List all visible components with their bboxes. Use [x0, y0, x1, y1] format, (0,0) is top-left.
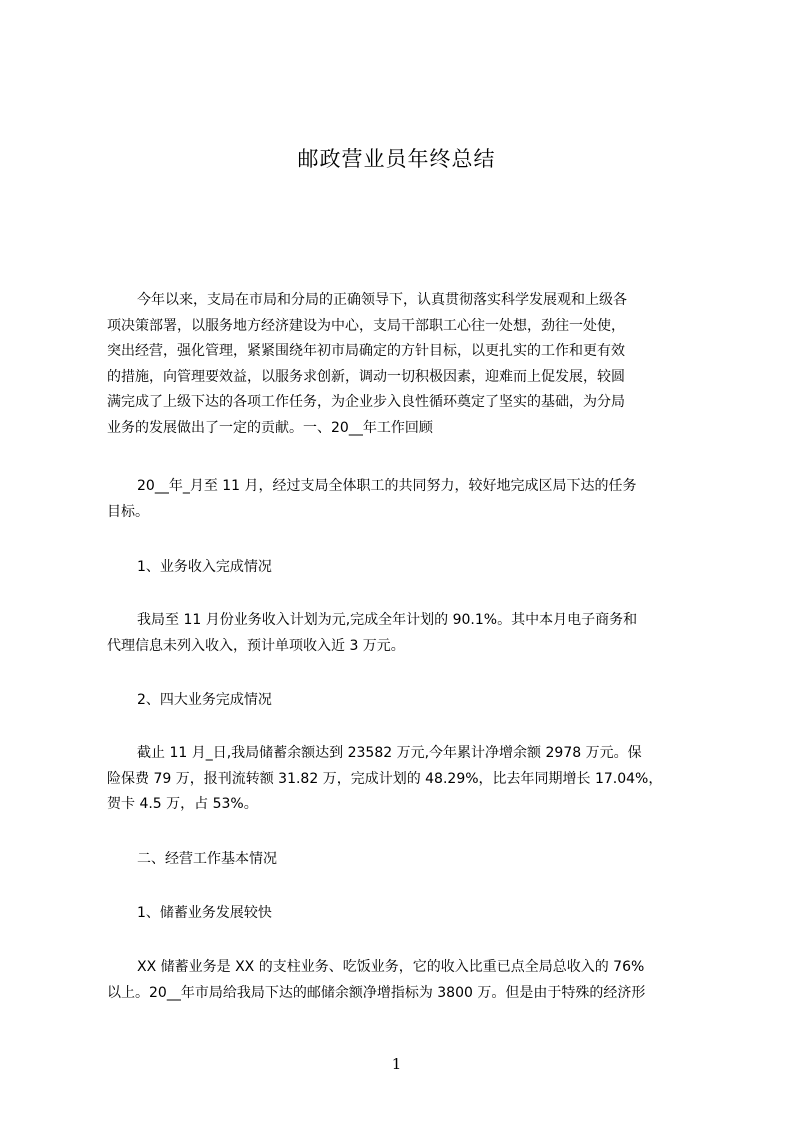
paragraph-line: 贺卡 4.5 万，占 53%。	[107, 796, 258, 812]
paragraph-line: 20__年_月至 11 月，经过支局全体职工的共同努力，较好地完成区局下达的任务	[137, 478, 637, 494]
page-number: 1	[391, 1055, 402, 1073]
paragraph-line: 业务的发展做出了一定的贡献。一、20__年工作回顾	[107, 419, 433, 436]
section-heading: 二、经营工作基本情况	[137, 851, 277, 867]
paragraph-line: 目标。	[107, 503, 149, 520]
paragraph-line: 今年以来，支局在市局和分局的正确领导下，认真贯彻落实科学发展观和上级各	[137, 292, 627, 308]
paragraph-line: 我局至 11 月份业务收入计划为元,完成全年计划的 90.1%。其中本月电子商务和	[137, 612, 638, 628]
paragraph-revenue	[107, 608, 699, 659]
paragraph-line: 满完成了上级下达的各项工作任务，为企业步入良性循环奠定了坚实的基础，为分局	[107, 394, 625, 410]
paragraph-line: XX 储蓄业务是 XX 的支柱业务、吃饭业务，它的收入比重已点全局总收入的 76%	[137, 959, 645, 975]
paragraph-intro	[107, 288, 699, 441]
paragraph-line: 以上。20__年市局给我局下达的邮储余额净增指标为 3800 万。但是由于特殊的经济形	[107, 984, 646, 1001]
section-heading: 1、业务收入完成情况	[137, 559, 272, 575]
paragraph-line: 突出经营，强化管理，紧紧围绕年初市局确定的方针目标，以更扎实的工作和更有效	[107, 343, 625, 359]
paragraph-line: 代理信息未列入收入，预计单项收入近 3 万元。	[107, 637, 405, 654]
section-heading: 2、四大业务完成情况	[137, 692, 272, 708]
paragraph-line: 截止 11 月_日,我局储蓄余额达到 23582 万元,今年累计净增余额 2978 万元。保	[137, 745, 642, 761]
section-heading: 1、储蓄业务发展较快	[137, 905, 272, 921]
paragraph-business	[107, 741, 699, 818]
paragraph-line: 险保费 79 万，报刊流转额 31.82 万，完成计划的 48.29%，比去年同期增长 17.04%，	[107, 770, 663, 787]
paragraph-line: 的措施，向管理要效益，以服务求创新，调动一切积极因素，迎难而上促发展，较圆	[107, 368, 625, 385]
paragraph-line: 项决策部署，以服务地方经济建设为中心，支局干部职工心往一处想，劲往一处使，	[107, 317, 625, 334]
document-title: 邮政营业员年终总结	[297, 147, 496, 171]
paragraph-period	[107, 474, 699, 525]
paragraph-savings	[107, 955, 699, 1006]
